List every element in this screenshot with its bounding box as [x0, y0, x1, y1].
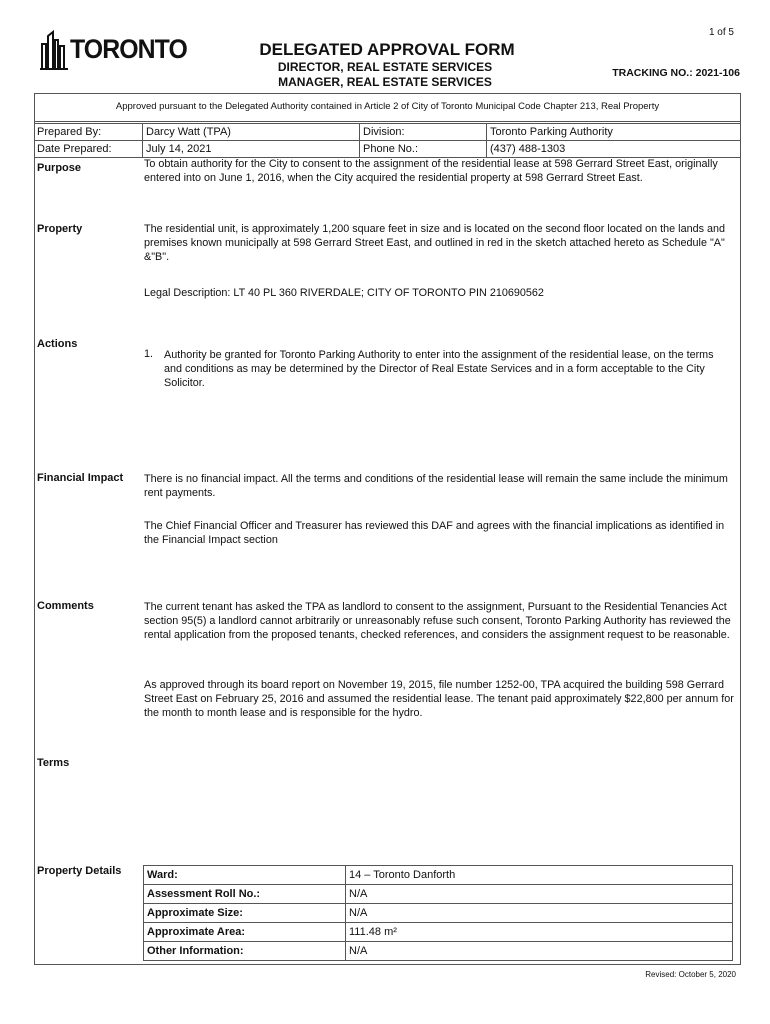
date-label: Date Prepared: [34, 141, 143, 158]
financial-text-2: The Chief Financial Officer and Treasurer has reviewed this DAF and agrees with the financial implications as identified in the Financial Impact section [144, 520, 725, 546]
property-details-label: Property Details [37, 865, 122, 877]
financial-impact-label: Financial Impact [37, 472, 124, 484]
financial-text-1: There is no financial impact. All the terms and conditions of the residential lease will remain the same include the minimum rent payments. [144, 473, 728, 499]
logo-wordmark: TORONTO [70, 34, 187, 64]
table-row [144, 866, 733, 885]
detail-value: N/A [346, 942, 733, 961]
detail-key: Assessment Roll No.: [144, 885, 346, 904]
detail-value: N/A [346, 904, 733, 923]
detail-value: 14 – Toronto Danforth [346, 866, 733, 885]
division-value: Toronto Parking Authority [487, 124, 742, 141]
table-row [144, 885, 733, 904]
division-label: Division: [360, 124, 487, 141]
legal-description: Legal Description: LT 40 PL 360 RIVERDALE; CITY OF TORONTO PIN 210690562 [144, 287, 544, 299]
comments-text-1: The current tenant has asked the TPA as landlord to consent to the assignment, Pursuant to the Residential Tenancies Act section 95(5) a landlord cannot arbitrarily or unreasonably refuse such consent, Toronto Parking Authority has reviewed the rental application from the proposed tenants, checked references, and considers the assignment request to be reasonable. [144, 601, 731, 641]
prepared-by-label: Prepared By: [34, 124, 143, 141]
purpose-label: Purpose [37, 162, 82, 174]
date-value: July 14, 2021 [143, 141, 360, 158]
phone-label: Phone No.: [360, 141, 487, 158]
detail-value: 111.48 m² [346, 923, 733, 942]
comments-label: Comments [37, 600, 94, 612]
page-number: 1 of 5 [708, 27, 734, 38]
revised-date: Revised: October 5, 2020 [645, 970, 736, 979]
detail-key: Approximate Area: [144, 923, 346, 942]
property-label: Property [37, 223, 83, 235]
actions-label: Actions [37, 338, 78, 350]
subtitle-manager: MANAGER, REAL ESTATE SERVICES [278, 75, 492, 89]
table-row [144, 923, 733, 942]
property-details-table [143, 865, 733, 961]
terms-label: Terms [37, 757, 70, 769]
purpose-text: To obtain authority for the City to consent to the assignment of the residential lease at 598 Gerrard Street East, originally entered into on June 1, 2016, when the City acquired the residential property at 598 Gerrard Street East. [144, 158, 718, 184]
form-title: DELEGATED APPROVAL FORM [259, 40, 515, 59]
subtitle-director: DIRECTOR, REAL ESTATE SERVICES [277, 60, 493, 74]
action-number: 1. [144, 348, 154, 360]
action-text: Authority be granted for Toronto Parking Authority to enter into the assignment of the residential lease, on the terms and conditions as may be determined by the Director of Real Estate Services and in a form acceptable to the City Solicitor. [164, 349, 714, 389]
detail-key: Approximate Size: [144, 904, 346, 923]
divider [34, 121, 741, 122]
prepared-by-value: Darcy Watt (TPA) [143, 124, 360, 141]
phone-value: (437) 488-1303 [487, 141, 742, 158]
detail-key: Ward: [144, 866, 346, 885]
detail-key: Other Information: [144, 942, 346, 961]
table-row [144, 942, 733, 961]
meta-table [34, 123, 741, 158]
approved-statement: Approved pursuant to the Delegated Authority contained in Article 2 of City of Toronto Municipal Code Chapter 213, Real Property [115, 101, 660, 112]
tracking-number: TRACKING NO.: 2021-106 [612, 67, 740, 79]
comments-text-2: As approved through its board report on November 19, 2015, file number 1252-00, TPA acquired the building 598 Gerrard Street East on February 25, 2016 and assumed the residential lease. The tenant paid approximately $22,800 per annum for the month to month lease and is responsible for the hydro. [144, 679, 734, 719]
table-row [144, 904, 733, 923]
detail-value: N/A [346, 885, 733, 904]
property-text: The residential unit, is approximately 1,200 square feet in size and is located on the second floor located on the lands and premises known municipally at 598 Gerrard Street East, and outlined in red in the sketch attached hereto as Schedule "A" &"B". [144, 223, 725, 263]
